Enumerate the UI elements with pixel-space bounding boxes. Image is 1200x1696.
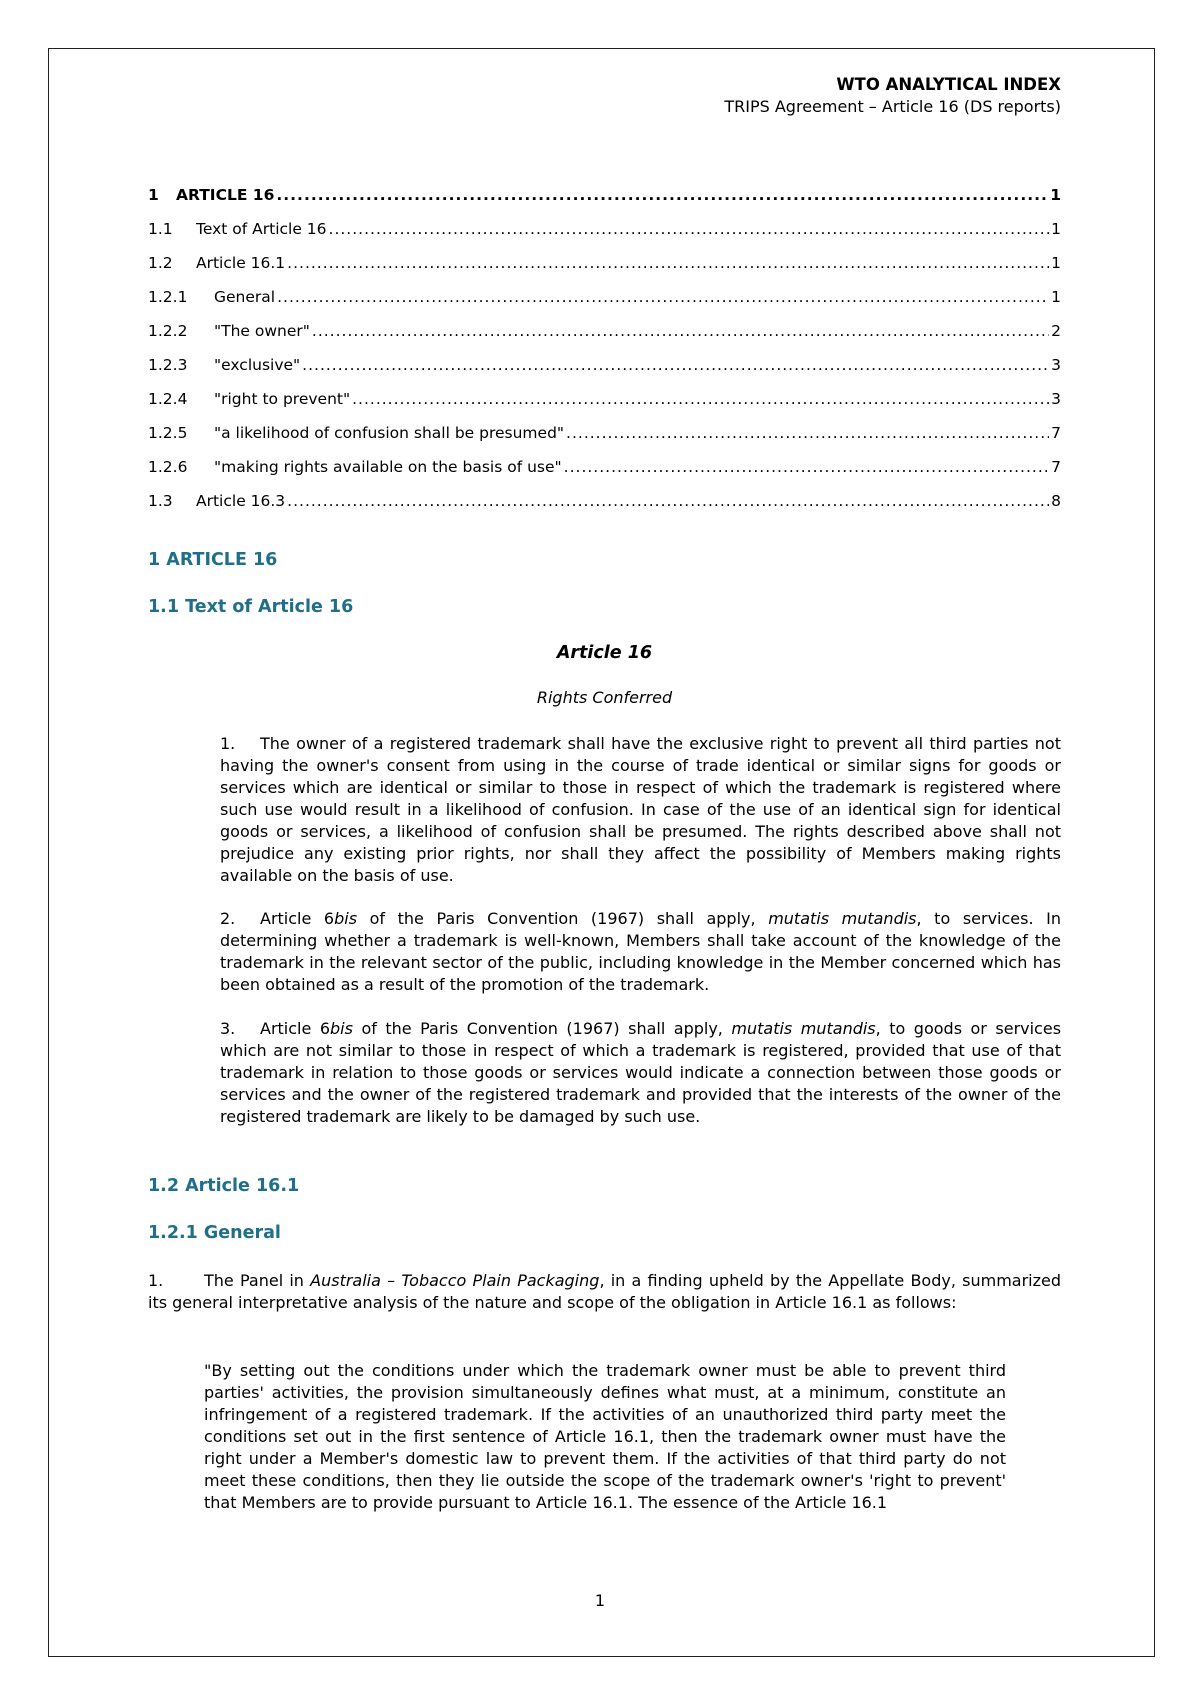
- toc-number: 1.2.2: [148, 322, 188, 340]
- toc-entry[interactable]: [148, 320, 1061, 354]
- toc-page: 2: [1051, 322, 1061, 340]
- article-subtitle: Rights Conferred: [536, 688, 673, 707]
- running-header: [724, 74, 1061, 118]
- article-title: Article 16: [556, 643, 653, 663]
- toc-page: 3: [1051, 390, 1061, 408]
- toc-label: General: [214, 288, 276, 306]
- paragraph-number: 2.: [220, 909, 236, 928]
- toc-page: 1: [1051, 220, 1061, 238]
- toc-number: 1.3: [148, 492, 173, 510]
- block-quote: "By setting out the conditions under which the trademark owner must be able to prevent third parties' activities, the provision simultaneously defines what must, at a minimum, constitute an infringement of a registered trademark. If the activities of an unauthorized third party meet the conditions set out in the first sentence of Article 16.1, then the trademark owner must have the right under a Member's domestic law to prevent them. If the activities of that third party do not meet these conditions, then they lie outside the scope of the trademark owner's 'right to prevent' that Members are to provide pursuant to Article 16.1. The essence of the Article 16.1: [204, 1361, 1006, 1512]
- header-subtitle: TRIPS Agreement – Article 16 (DS reports): [724, 97, 1061, 116]
- toc-number: 1.1: [148, 220, 173, 238]
- toc-leader: [276, 184, 1048, 206]
- toc-entry[interactable]: [148, 184, 1061, 218]
- toc-leader: [312, 320, 1049, 342]
- toc-leader: [564, 456, 1049, 478]
- toc-page: 1: [1051, 254, 1061, 272]
- toc-leader: [277, 286, 1049, 308]
- toc-leader: [329, 218, 1050, 240]
- toc-number: 1.2.6: [148, 458, 188, 476]
- section-heading: 1 ARTICLE 16: [148, 550, 278, 570]
- paragraph-text: The owner of a registered trademark shall have the exclusive right to prevent all third parties not having the owner's consent from using in the course of trade identical or similar signs for goods or services which are identical or similar to those in respect of which the trademark is registered where such use would result in a likelihood of confusion. In case of the use of an identical sign for identical goods or services, a likelihood of confusion shall be presumed. The rights described above shall not prejudice any existing prior rights, nor shall they affect the possibility of Members making rights available on the basis of use.: [220, 734, 1061, 885]
- paragraph-number: 1.: [148, 1271, 164, 1290]
- toc-label: Text of Article 16: [196, 220, 327, 238]
- toc-page: 7: [1051, 458, 1061, 476]
- toc-leader: [352, 388, 1049, 410]
- paragraph-number: 1.: [220, 734, 236, 753]
- toc-entry[interactable]: [148, 218, 1061, 252]
- article-paragraph-1: [220, 733, 1061, 887]
- toc-leader: [302, 354, 1049, 376]
- toc-entry[interactable]: [148, 456, 1061, 490]
- toc-entry[interactable]: [148, 252, 1061, 286]
- toc-leader: [566, 422, 1049, 444]
- toc-number: 1.2.3: [148, 356, 188, 374]
- toc-label: "a likelihood of confusion shall be presumed": [214, 424, 565, 442]
- toc-number: 1.2.4: [148, 390, 188, 408]
- toc-label: "right to prevent": [214, 390, 351, 408]
- toc-number: 1.2: [148, 254, 173, 272]
- table-of-contents: [148, 184, 1061, 524]
- toc-number: 1.2.1: [148, 288, 188, 306]
- section-heading: 1.1 Text of Article 16: [148, 597, 354, 617]
- header-title: WTO ANALYTICAL INDEX: [836, 75, 1061, 94]
- toc-leader: [287, 252, 1049, 274]
- body-paragraph-1: 1. The Panel in Australia – Tobacco Plain Packaging, in a finding upheld by the Appellate Body, summarized its general interpretative analysis of the nature and scope of the obligation in Article 16.1 as follows:: [148, 1271, 1062, 1312]
- section-heading: 1.2 Article 16.1: [148, 1176, 300, 1196]
- toc-entry[interactable]: [148, 354, 1061, 388]
- case-name: Australia – Tobacco Plain Packaging: [310, 1271, 600, 1290]
- toc-entry[interactable]: [148, 286, 1061, 320]
- toc-label: "making rights available on the basis of use": [214, 458, 562, 476]
- section-heading: 1.2.1 General: [148, 1223, 281, 1243]
- toc-entry[interactable]: [148, 422, 1061, 456]
- toc-number: 1: [148, 186, 159, 204]
- paragraph-number: 3.: [220, 1019, 236, 1038]
- toc-label: Article 16.3: [196, 492, 286, 510]
- toc-page: 7: [1051, 424, 1061, 442]
- toc-number: 1.2.5: [148, 424, 188, 442]
- article-paragraph-3: 3. Article 6bis of the Paris Convention (1967) shall apply, mutatis mutandis, to goods or services which are not similar to those in respect of which a trademark is registered, provided that use of that trademark in relation to those goods or services would indicate a connection between those goods or services and the owner of the registered trademark and provided that the interests of the owner of the registered trademark are likely to be damaged by such use.: [220, 1019, 1062, 1126]
- article-paragraph-2: 2. Article 6bis of the Paris Convention (1967) shall apply, mutatis mutandis, to services. In determining whether a trademark is well-known, Members shall take account of the knowledge of the trademark in the relevant sector of the public, including knowledge in the Member concerned which has been obtained as a result of the promotion of the trademark.: [220, 909, 1062, 994]
- toc-label: "exclusive": [214, 356, 301, 374]
- toc-page: 3: [1051, 356, 1061, 374]
- toc-entry[interactable]: [148, 490, 1061, 524]
- toc-label: ARTICLE 16: [176, 186, 275, 204]
- toc-leader: [287, 490, 1049, 512]
- toc-label: Article 16.1: [196, 254, 286, 272]
- page-number: 1: [594, 1591, 606, 1610]
- toc-entry[interactable]: [148, 388, 1061, 422]
- toc-label: "The owner": [214, 322, 310, 340]
- toc-page: 1: [1051, 288, 1061, 306]
- toc-page: 1: [1050, 186, 1061, 204]
- toc-page: 8: [1051, 492, 1061, 510]
